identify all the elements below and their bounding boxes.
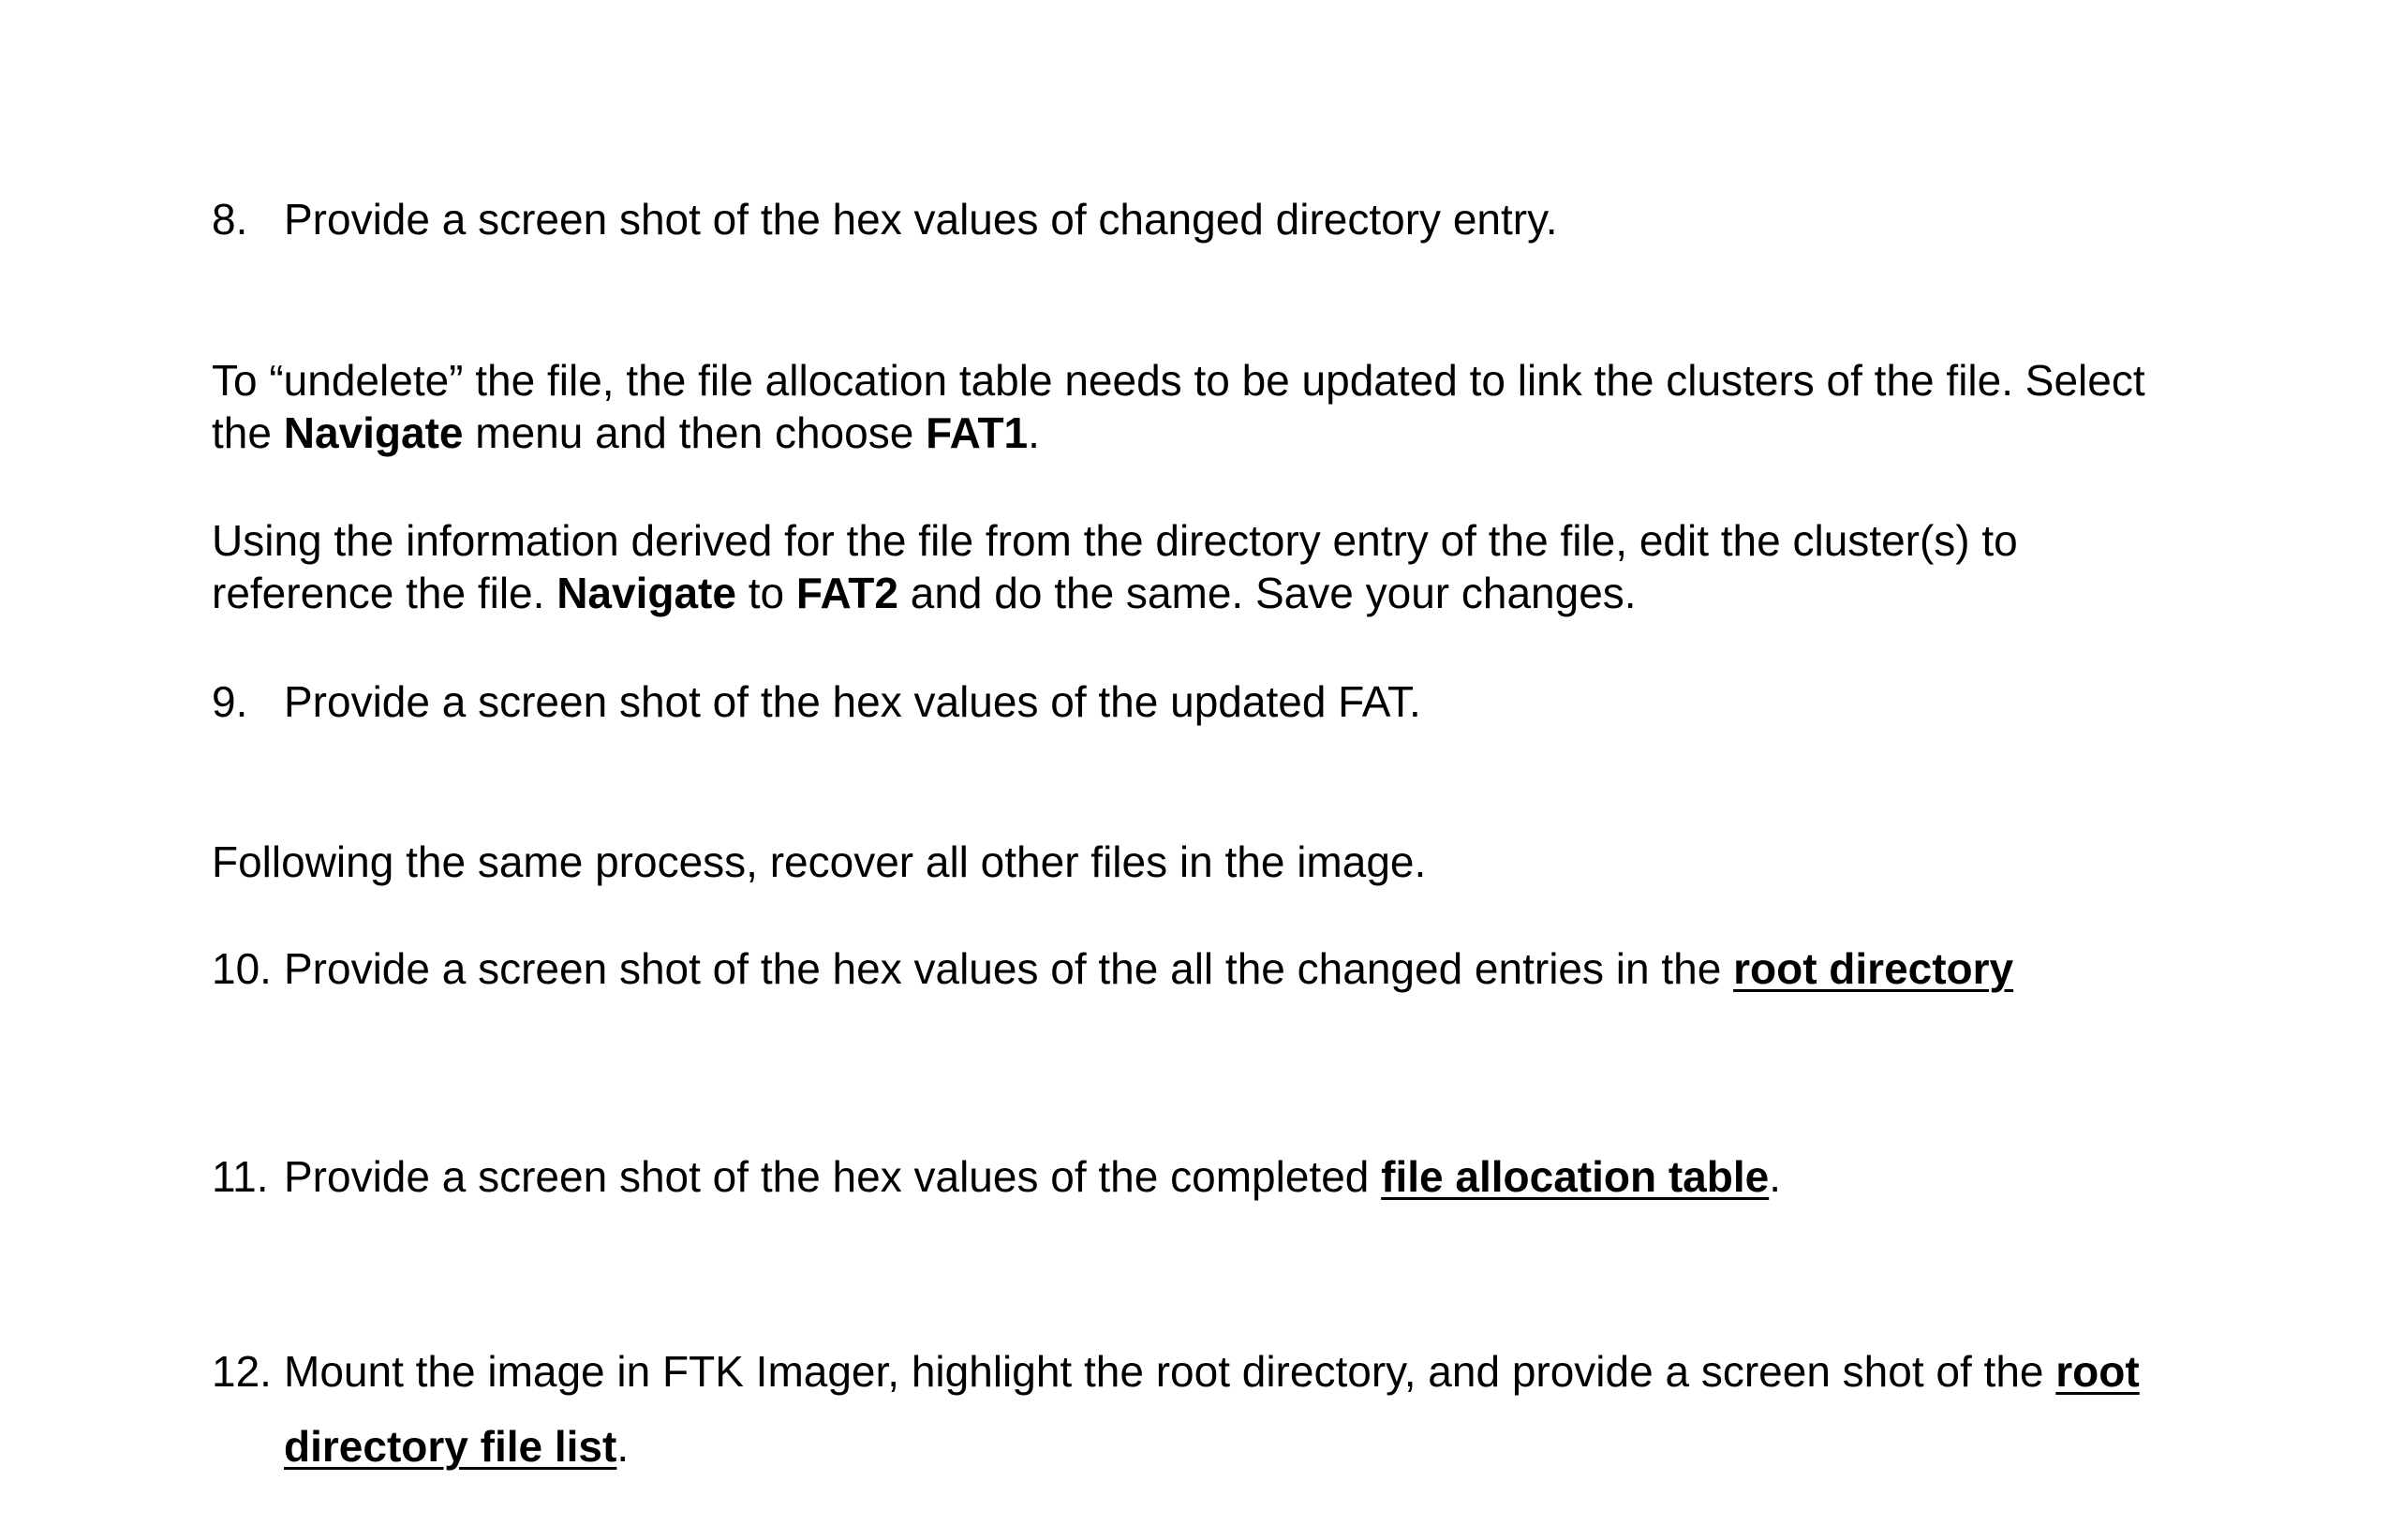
- paragraph-text: to: [735, 569, 796, 617]
- fat1-label: FAT1: [926, 408, 1029, 457]
- item-number: 9.: [212, 677, 248, 726]
- list-item-8: [212, 193, 2207, 245]
- navigate-menu-label: Navigate: [283, 408, 464, 457]
- fat2-label: FAT2: [795, 569, 898, 617]
- item-number: 11.: [212, 1152, 269, 1201]
- paragraph-following: [212, 836, 2207, 888]
- root-directory-emphasis: root directory: [1733, 944, 2014, 993]
- item-text: Provide a screen shot of the hex values of the completed: [284, 1152, 1382, 1201]
- paragraph-text: Following the same process, recover all other files in the image.: [212, 837, 1427, 886]
- paragraph-undelete: [212, 354, 2207, 459]
- item-tail: .: [616, 1422, 630, 1471]
- item-number: 8.: [212, 195, 248, 244]
- item-tail: .: [1769, 1152, 1782, 1201]
- paragraph-text: and do the same. Save your changes.: [897, 569, 1637, 617]
- paragraph-text: To “undelete” the file, the file allocation table needs to be updated to link the clusters of the file. Select the: [212, 356, 2145, 457]
- item-text: Provide a screen shot of the hex values of the updated FAT.: [284, 677, 1421, 726]
- paragraph-text: Using the information derived for the file from the directory entry of the file, edit the cluster(s) to reference the file.: [212, 516, 2018, 617]
- navigate-label: Navigate: [556, 569, 736, 617]
- item-number: 10.: [212, 944, 272, 993]
- list-item-12: [212, 1334, 2279, 1484]
- item-text: Provide a screen shot of the hex values of the all the changed entries in the: [284, 944, 1734, 993]
- item-text: Mount the image in FTK Imager, highlight the root directory, and provide a screen shot of the: [284, 1347, 2056, 1396]
- paragraph-using: [212, 514, 2207, 619]
- paragraph-text: menu and then choose: [463, 408, 927, 457]
- paragraph-text: .: [1028, 408, 1040, 457]
- root-directory-file-list-emphasis: root directory file list: [284, 1347, 2140, 1471]
- file-allocation-table-emphasis: file allocation table: [1381, 1152, 1770, 1201]
- item-number: 12.: [212, 1347, 272, 1396]
- list-item-9: [212, 675, 2207, 728]
- list-item-11: [212, 1150, 2207, 1203]
- list-item-10: [212, 942, 2207, 995]
- item-text: Provide a screen shot of the hex values of changed directory entry.: [284, 195, 1558, 244]
